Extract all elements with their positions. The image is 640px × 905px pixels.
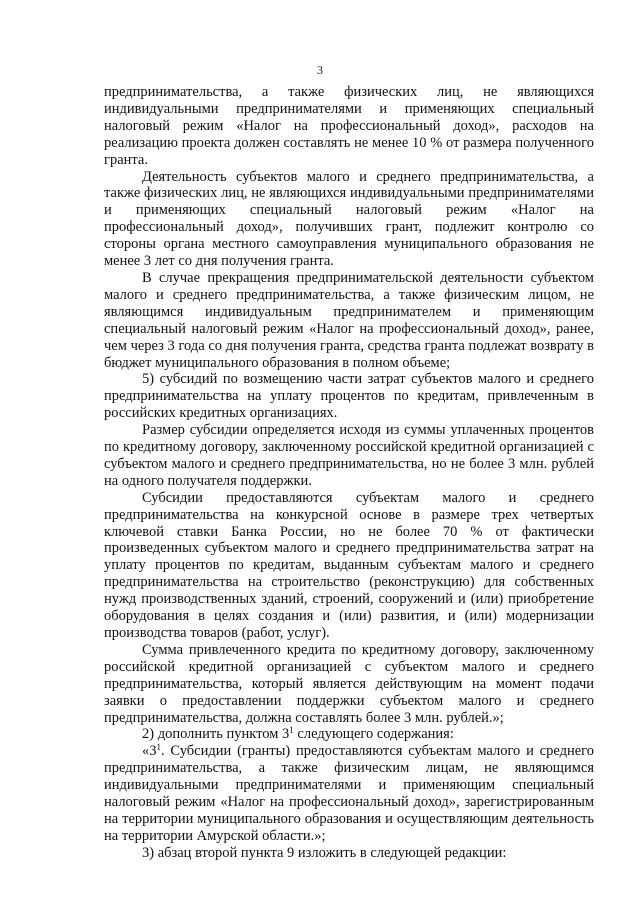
paragraph-1: предпринимательства, а также физических лиц, не являющихся индивидуальными предпринимателями и применяющих специальный налоговый режим «Налог на профессиональный доход», расходов на реализацию проекта должен составлять не менее 10 % от размера полученного гранта. <box>104 84 594 168</box>
paragraph-9 <box>104 743 594 844</box>
paragraph-8-text: 2) дополнить пунктом 3 <box>142 726 290 743</box>
paragraph-4: 5) субсидий по возмещению части затрат субъектов малого и среднего предпринимательства на уплату процентов по кредитам, привлеченным в российских кредитных организациях. <box>104 371 594 422</box>
paragraph-10: 3) абзац второй пункта 9 изложить в следующей редакции: <box>142 844 507 861</box>
paragraph-8-tail: следующего содержания: <box>293 726 454 743</box>
page-number: 3 <box>317 63 323 77</box>
paragraph-8 <box>104 726 594 743</box>
paragraph-9-text: «3 <box>142 743 157 760</box>
paragraph-5: Размер субсидии определяется исходя из суммы уплаченных процентов по кредитному договору, заключенному российской кредитной организацией с субъектом малого и среднего предпринимательства, но не более 3 млн. рублей на одного получателя поддержки. <box>104 422 594 489</box>
paragraph-9-superscript: 1 <box>156 742 161 753</box>
paragraph-2: Деятельность субъектов малого и среднего предпринимательства, а также физических лиц, не являющихся индивидуальными предпринимателями и применяющих специальный налоговый режим «Налог на профессиональный доход», получивших грант, подлежит контролю со стороны органа местного самоуправления муниципального образования не менее 3 лет со дня получения гранта. <box>104 168 594 270</box>
document-body <box>104 84 594 862</box>
paragraph-8-superscript: 1 <box>289 725 294 736</box>
paragraph-3: В случае прекращения предпринимательской деятельности субъектом малого и среднего предпринимательства, а также физическим лицом, не являющимся индивидуальным предпринимателем и применяющим специальный налоговый режим «Налог на профессиональный доход», ранее, чем через 3 года со дня получения гранта, средства гранта подлежат возврату в бюджет муниципального образования в полном объеме; <box>104 269 594 371</box>
paragraph-7: Сумма привлеченного кредита по кредитному договору, заключенному российской кредитной организацией с субъектом малого и среднего предпринимательства, который является действующим на момент подачи заявки о предоставлении поддержки субъектом малого и среднего предпринимательства, должна составлять более 3 млн. рублей.»; <box>104 641 594 726</box>
paragraph-9-tail: . Субсидии (гранты) предоставляются субъектам малого и среднего предпринимательства, а также физическим лицам, не являющимся индивидуальными предпринимателями и применяющим специальный налоговый режим «Налог на профессиональный доход», зарегистрированным на территории муниципального образования и осуществляющим деятельность на территории Амурской области.»; <box>104 743 594 844</box>
paragraph-6: Субсидии предоставляются субъектам малого и среднего предпринимательства на конкурсной основе в размере трех четвертых ключевой ставки Банка России, но не более 70 % от фактически произведенных субъектом малого и среднего предпринимательства затрат на уплату процентов по кредитам, выданным субъектам малого и среднего предпринимательства на строительство (реконструкцию) для собственных нужд производственных зданий, строений, сооружений и (или) приобретение оборудования в целях создания и (или) развития, и (или) модернизации производства товаров (работ, услуг). <box>104 489 594 641</box>
